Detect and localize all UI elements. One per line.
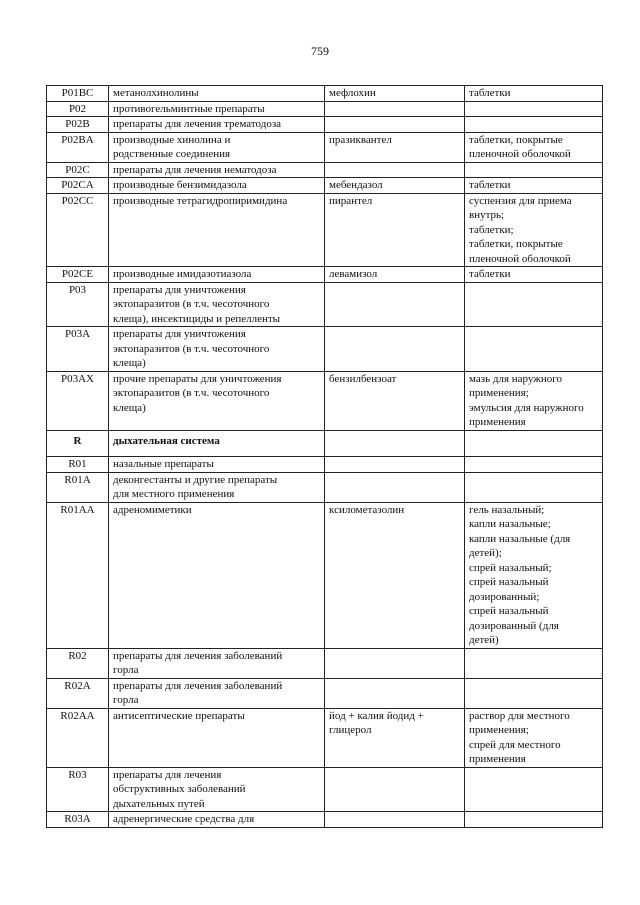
group-name-cell: противогельминтные препараты xyxy=(109,101,325,117)
table-row xyxy=(47,371,603,430)
group-name-cell: дыхательная система xyxy=(109,430,325,457)
dosage-form-cell: таблетки xyxy=(465,267,603,283)
group-name-cell: производные имидазотиазола xyxy=(109,267,325,283)
drug-name-cell xyxy=(325,117,465,133)
dosage-form-cell: таблетки xyxy=(465,178,603,194)
atc-code-cell: P02CC xyxy=(47,193,109,267)
group-name-cell: производные хинолина и родственные соединения xyxy=(109,132,325,162)
atc-code-cell: R xyxy=(47,430,109,457)
dosage-form-cell xyxy=(465,327,603,372)
table-row xyxy=(47,708,603,767)
atc-code-cell: R03 xyxy=(47,767,109,812)
drug-name-cell: мефлохин xyxy=(325,86,465,102)
atc-code-cell: P03 xyxy=(47,282,109,327)
dosage-form-cell: гель назальный; капли назальные; капли назальные (для детей); спрей назальный; спрей назальный дозированный; спрей назальный дозированный (для детей) xyxy=(465,502,603,648)
table-row xyxy=(47,327,603,372)
group-name-cell: препараты для лечения нематодоза xyxy=(109,162,325,178)
drug-name-cell xyxy=(325,457,465,473)
group-name-cell: препараты для лечения заболеваний горла xyxy=(109,678,325,708)
dosage-form-cell xyxy=(465,282,603,327)
group-name-cell: деконгестанты и другие препараты для местного применения xyxy=(109,472,325,502)
table-row xyxy=(47,502,603,648)
drug-name-cell xyxy=(325,162,465,178)
group-name-cell: назальные препараты xyxy=(109,457,325,473)
atc-code-cell: R02 xyxy=(47,648,109,678)
dosage-form-cell xyxy=(465,812,603,828)
drug-name-cell: пирантел xyxy=(325,193,465,267)
atc-code-cell: R03A xyxy=(47,812,109,828)
drug-name-cell: празиквантел xyxy=(325,132,465,162)
dosage-form-cell xyxy=(465,767,603,812)
drug-name-cell: ксилометазолин xyxy=(325,502,465,648)
dosage-form-cell: мазь для наружного применения; эмульсия для наружного применения xyxy=(465,371,603,430)
dosage-form-cell xyxy=(465,457,603,473)
drug-name-cell: левамизол xyxy=(325,267,465,283)
page-number: 759 xyxy=(311,44,329,58)
table-row xyxy=(47,472,603,502)
atc-code-cell: P02B xyxy=(47,117,109,133)
dosage-form-cell xyxy=(465,117,603,133)
drug-name-cell xyxy=(325,282,465,327)
table-row xyxy=(47,282,603,327)
drug-name-cell xyxy=(325,101,465,117)
group-name-cell: метанолхинолины xyxy=(109,86,325,102)
group-name-cell: прочие препараты для уничтожения эктопаразитов (в т.ч. чесоточного клеща) xyxy=(109,371,325,430)
group-name-cell: адренергические средства для xyxy=(109,812,325,828)
atc-code-cell: R01 xyxy=(47,457,109,473)
atc-code-cell: R01A xyxy=(47,472,109,502)
table-row xyxy=(47,767,603,812)
group-name-cell: антисептические препараты xyxy=(109,708,325,767)
dosage-form-cell xyxy=(465,430,603,457)
atc-code-cell: P02CA xyxy=(47,178,109,194)
atc-code-cell: P02C xyxy=(47,162,109,178)
table-row xyxy=(47,457,603,473)
table-row xyxy=(47,178,603,194)
dosage-form-cell: таблетки xyxy=(465,86,603,102)
table-row xyxy=(47,117,603,133)
atc-code-cell: P03A xyxy=(47,327,109,372)
table-body xyxy=(47,86,603,828)
table-row xyxy=(47,86,603,102)
drug-name-cell xyxy=(325,472,465,502)
group-name-cell: препараты для лечения трематодоза xyxy=(109,117,325,133)
atc-code-cell: P02 xyxy=(47,101,109,117)
drug-name-cell xyxy=(325,327,465,372)
dosage-form-cell: суспензия для приема внутрь; таблетки; таблетки, покрытые пленочной оболочкой xyxy=(465,193,603,267)
atc-code-cell: P02BA xyxy=(47,132,109,162)
dosage-form-cell xyxy=(465,678,603,708)
table-row xyxy=(47,132,603,162)
dosage-form-cell xyxy=(465,648,603,678)
dosage-form-cell xyxy=(465,101,603,117)
section-row xyxy=(47,430,603,457)
drug-classification-table xyxy=(46,85,603,828)
drug-name-cell: бензилбензоат xyxy=(325,371,465,430)
table-row xyxy=(47,162,603,178)
dosage-form-cell: раствор для местного применения; спрей для местного применения xyxy=(465,708,603,767)
atc-code-cell: P02CE xyxy=(47,267,109,283)
drug-name-cell xyxy=(325,648,465,678)
group-name-cell: адреномиметики xyxy=(109,502,325,648)
drug-name-cell xyxy=(325,812,465,828)
group-name-cell: препараты для лечения заболеваний горла xyxy=(109,648,325,678)
dosage-form-cell xyxy=(465,472,603,502)
dosage-form-cell: таблетки, покрытые пленочной оболочкой xyxy=(465,132,603,162)
table-row xyxy=(47,267,603,283)
atc-code-cell: R02A xyxy=(47,678,109,708)
drug-name-cell xyxy=(325,678,465,708)
table-row xyxy=(47,648,603,678)
table-row xyxy=(47,193,603,267)
drug-name-cell xyxy=(325,767,465,812)
group-name-cell: препараты для уничтожения эктопаразитов (в т.ч. чесоточного клеща) xyxy=(109,327,325,372)
atc-code-cell: R01AA xyxy=(47,502,109,648)
group-name-cell: препараты для лечения обструктивных заболеваний дыхательных путей xyxy=(109,767,325,812)
atc-code-cell: R02AA xyxy=(47,708,109,767)
drug-name-cell xyxy=(325,430,465,457)
drug-name-cell: мебендазол xyxy=(325,178,465,194)
table-row xyxy=(47,678,603,708)
group-name-cell: производные тетрагидропиримидина xyxy=(109,193,325,267)
group-name-cell: производные бензимидазола xyxy=(109,178,325,194)
atc-code-cell: P03AX xyxy=(47,371,109,430)
table-row xyxy=(47,812,603,828)
group-name-cell: препараты для уничтожения эктопаразитов (в т.ч. чесоточного клеща), инсектициды и репелленты xyxy=(109,282,325,327)
dosage-form-cell xyxy=(465,162,603,178)
drug-name-cell: йод + калия йодид + глицерол xyxy=(325,708,465,767)
table-row xyxy=(47,101,603,117)
atc-code-cell: P01BC xyxy=(47,86,109,102)
